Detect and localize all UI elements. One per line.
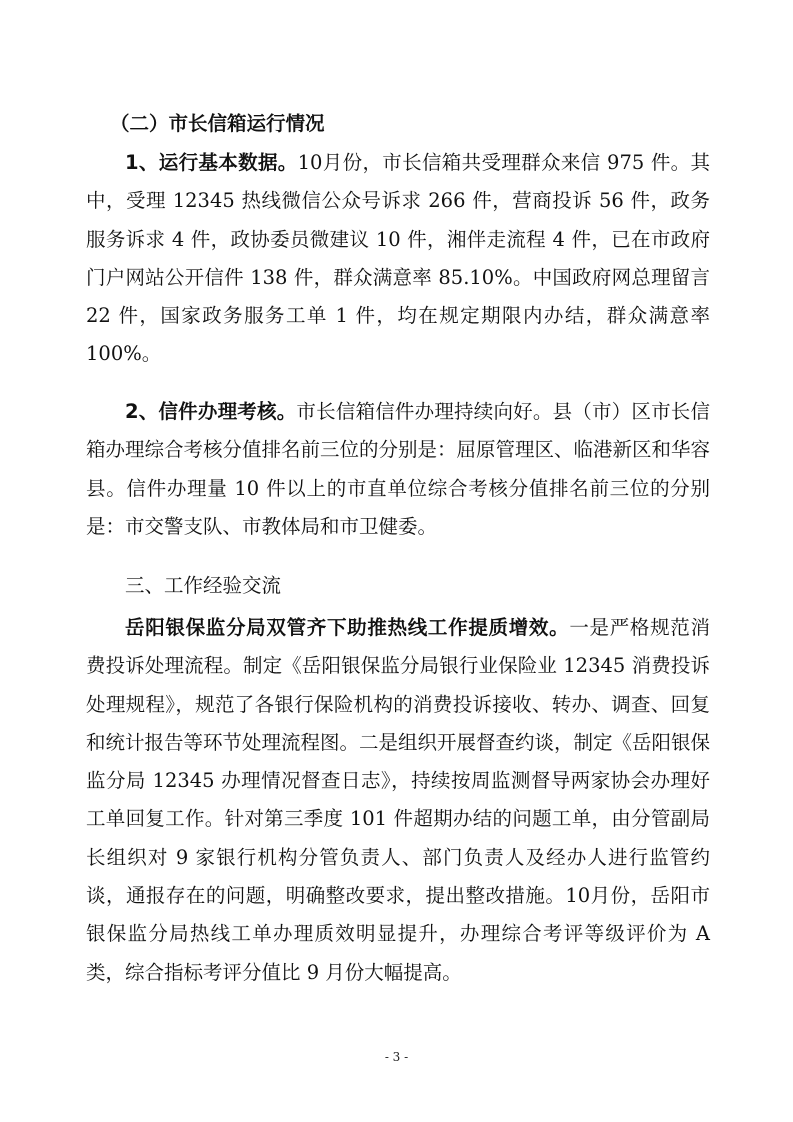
paragraph-experience xyxy=(86,609,710,992)
paragraph-letter-assessment xyxy=(86,393,710,546)
page-number: - 3 - xyxy=(384,1050,409,1064)
paragraph-title: 1、运行基本数据。 xyxy=(125,151,298,174)
section3-heading: 三、工作经验交流 xyxy=(125,574,282,597)
paragraph-basic-data xyxy=(86,144,710,374)
paragraph-body: 市长信箱信件办理持续向好。县（市）区市长信箱办理综合考核分值排名前三位的分别是：屈原管理区、临港新区和华容县。信件办理量 10 件以上的市直单位综合考核分值排名前三位的分别是：市交警支队、市教体局和市卫健委。 xyxy=(86,400,711,538)
section-heading: （二）市长信箱运行情况 xyxy=(110,112,325,135)
paragraph-body: 一是严格规范消费投诉处理流程。制定《岳阳银保监分局银行业保险业 12345 消费投诉处理规程》，规范了各银行保险机构的消费投诉接收、转办、调查、回复和统计报告等环节处理流程图。二是组织开展督查约谈，制定《岳阳银保监分局 12345 办理情况督查日志》，持续按周监测督导两家协会办理好工单回复工作。针对第三季度 101 件超期办结的问题工单，由分管副局长组织对 9 家银行机构分管负责人、部门负责人及经办人进行监管约谈，通报存在的问题，明确整改要求，提出整改措施。10月份，岳阳市银保监分局热线工单办理质效明显提升，办理综合考评等级评价为 A 类，综合指标考评分值比 9 月份大幅提高。 xyxy=(86,616,711,984)
paragraph-title: 2、信件办理考核。 xyxy=(125,400,297,423)
paragraph-title: 岳阳银保监分局双管齐下助推热线工作提质增效。 xyxy=(125,616,570,639)
paragraph-body: 10月份，市长信箱共受理群众来信 975 件。其中，受理 12345 热线微信公众号诉求 266 件，营商投诉 56 件，政务服务诉求 4 件，政协委员微建议 10 件，湘伴走流程 4 件，已在市政府门户网站公开信件 138 件，群众满意率 85.10%。中国政府网总理留言 22 件，国家政务服务工单 1 件，均在规定期限内办结，群众满意率 100%。 xyxy=(86,151,710,366)
